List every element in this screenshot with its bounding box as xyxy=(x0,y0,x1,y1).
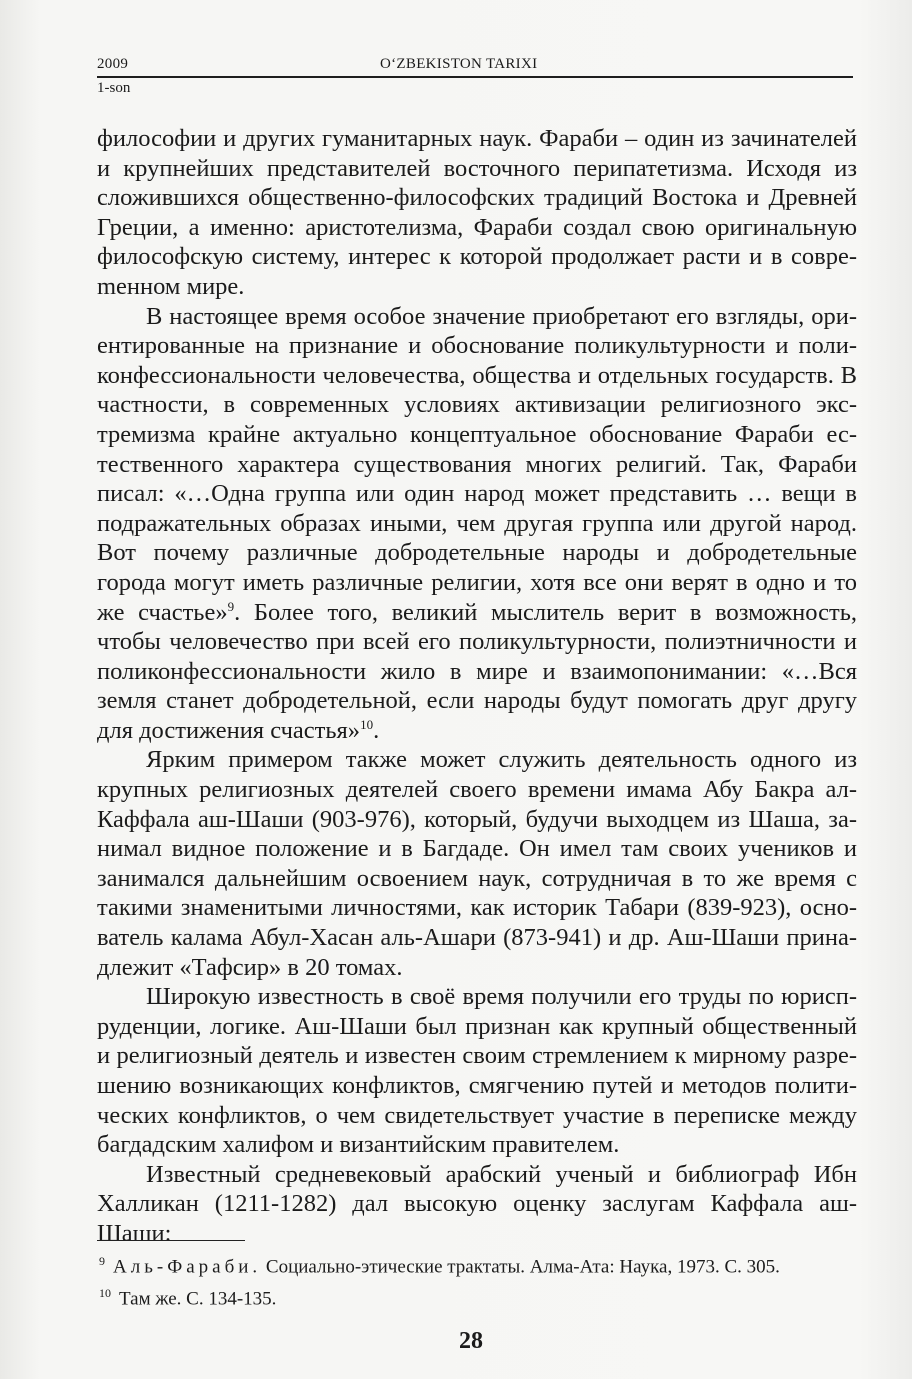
paragraph-1: философии и других гуманитарных наук. Фараби – один из зачинателей и крупнейших представителей восточного перипатетизма. Исходя из сложившихся общественно-философских традиций Востока и Древней Греции, а именно: аристотелизма, Фараби создал свою оригинальную философскую систему, интерес к которой продолжает расти и в совреmенном мире. xyxy=(97,125,857,300)
footnote-rule xyxy=(97,1240,245,1241)
paragraph-3: Ярким примером также может служить деятельность одного из крупных религиозных деятелей своего времени имама Абу Бакра ал-Каффала аш-Шаши (903-976), который, будучи выходцем из Шаша, занимал видное положение и в Багдаде. Он имел там своих учеников и занимался дальнейшим освоением наук, сотрудничая в то же время с такими знаменитыми личностями, как историк Табари (839-923), основатель калама Абул-Хасан аль-Ашари (873-941) и др. Аш-Шаши принадлежит «Тафсир» в 20 томах. xyxy=(97,746,857,981)
footnote-9-author: Аль-Фараби. xyxy=(113,1256,262,1278)
footnotes xyxy=(97,1248,857,1313)
header-year: 2009 xyxy=(97,56,129,72)
paragraph-4: Широкую известность в своё время получили его труды по юриспруденции, логике. Аш-Шаши был признан как крупный общественный и религиозный деятель и известен своим стремлением к мирному разрешению возникающих конфликтов, смягчению путей и методов политических конфликтов, о чем свидетельствует участие в переписке между багдадским халифом и византийским правителем. xyxy=(97,983,857,1159)
footnote-9-number: 9 xyxy=(99,1254,105,1268)
footnote-9 xyxy=(97,1248,857,1280)
paragraph-2-text-c: . xyxy=(373,716,380,744)
page-number: 28 xyxy=(459,1328,483,1354)
footnote-ref-9[interactable]: 9 xyxy=(227,598,235,614)
paragraph-2-text-b: . Более того, великий мыслитель верит в возможность, чтобы человечество при всей его поликультурности, полиэтничности и поликонфессиональности жило в мире и взаимопонимании: «…Вся земля станет добродетельной, если народы будут помогать друг другу для достижения счастья» xyxy=(97,598,857,744)
footnote-9-text: Социально-этические трактаты. Алма-Ата: Наука, 1973. С. 305. xyxy=(261,1256,780,1278)
paragraph-5: Известный средневековый арабский ученый и библиограф Ибн Халликан (1211-1282) дал высокую оценку заслугам Каффала аш-Шаши: xyxy=(97,1160,857,1247)
header-issue: 1-son xyxy=(97,80,131,96)
paragraph-2 xyxy=(97,302,857,746)
header-journal-title: O‘ZBEKISTON TARIXI xyxy=(380,56,538,72)
footnote-ref-10[interactable]: 10 xyxy=(360,716,374,732)
footnote-10 xyxy=(97,1280,857,1312)
header-rule xyxy=(97,76,853,78)
article-body xyxy=(97,124,857,1249)
footnote-10-text: Там же. С. 134-135. xyxy=(119,1288,277,1310)
paragraph-2-text-a: В настоящее время особое значение приобретают его взгляды, ориентированные на признание и обоснование поликультурности и поликонфессиональности человечества, общества и отдельных государств. В частности, в современных условиях активизации религиозного экстремизма крайне актуально концептуальное обоснование Фараби естественного характера существования многих религий. Так, Фараби писал: «…Одна группа или один народ может представить … вещи в подражательных образах иными, чем другая группа или другой народ. Вот почему различные добродетельные народы и добродетельные города могут иметь различные религии, хотя все они верят в одно и то же счастье» xyxy=(97,302,857,626)
footnote-10-number: 10 xyxy=(99,1286,111,1301)
